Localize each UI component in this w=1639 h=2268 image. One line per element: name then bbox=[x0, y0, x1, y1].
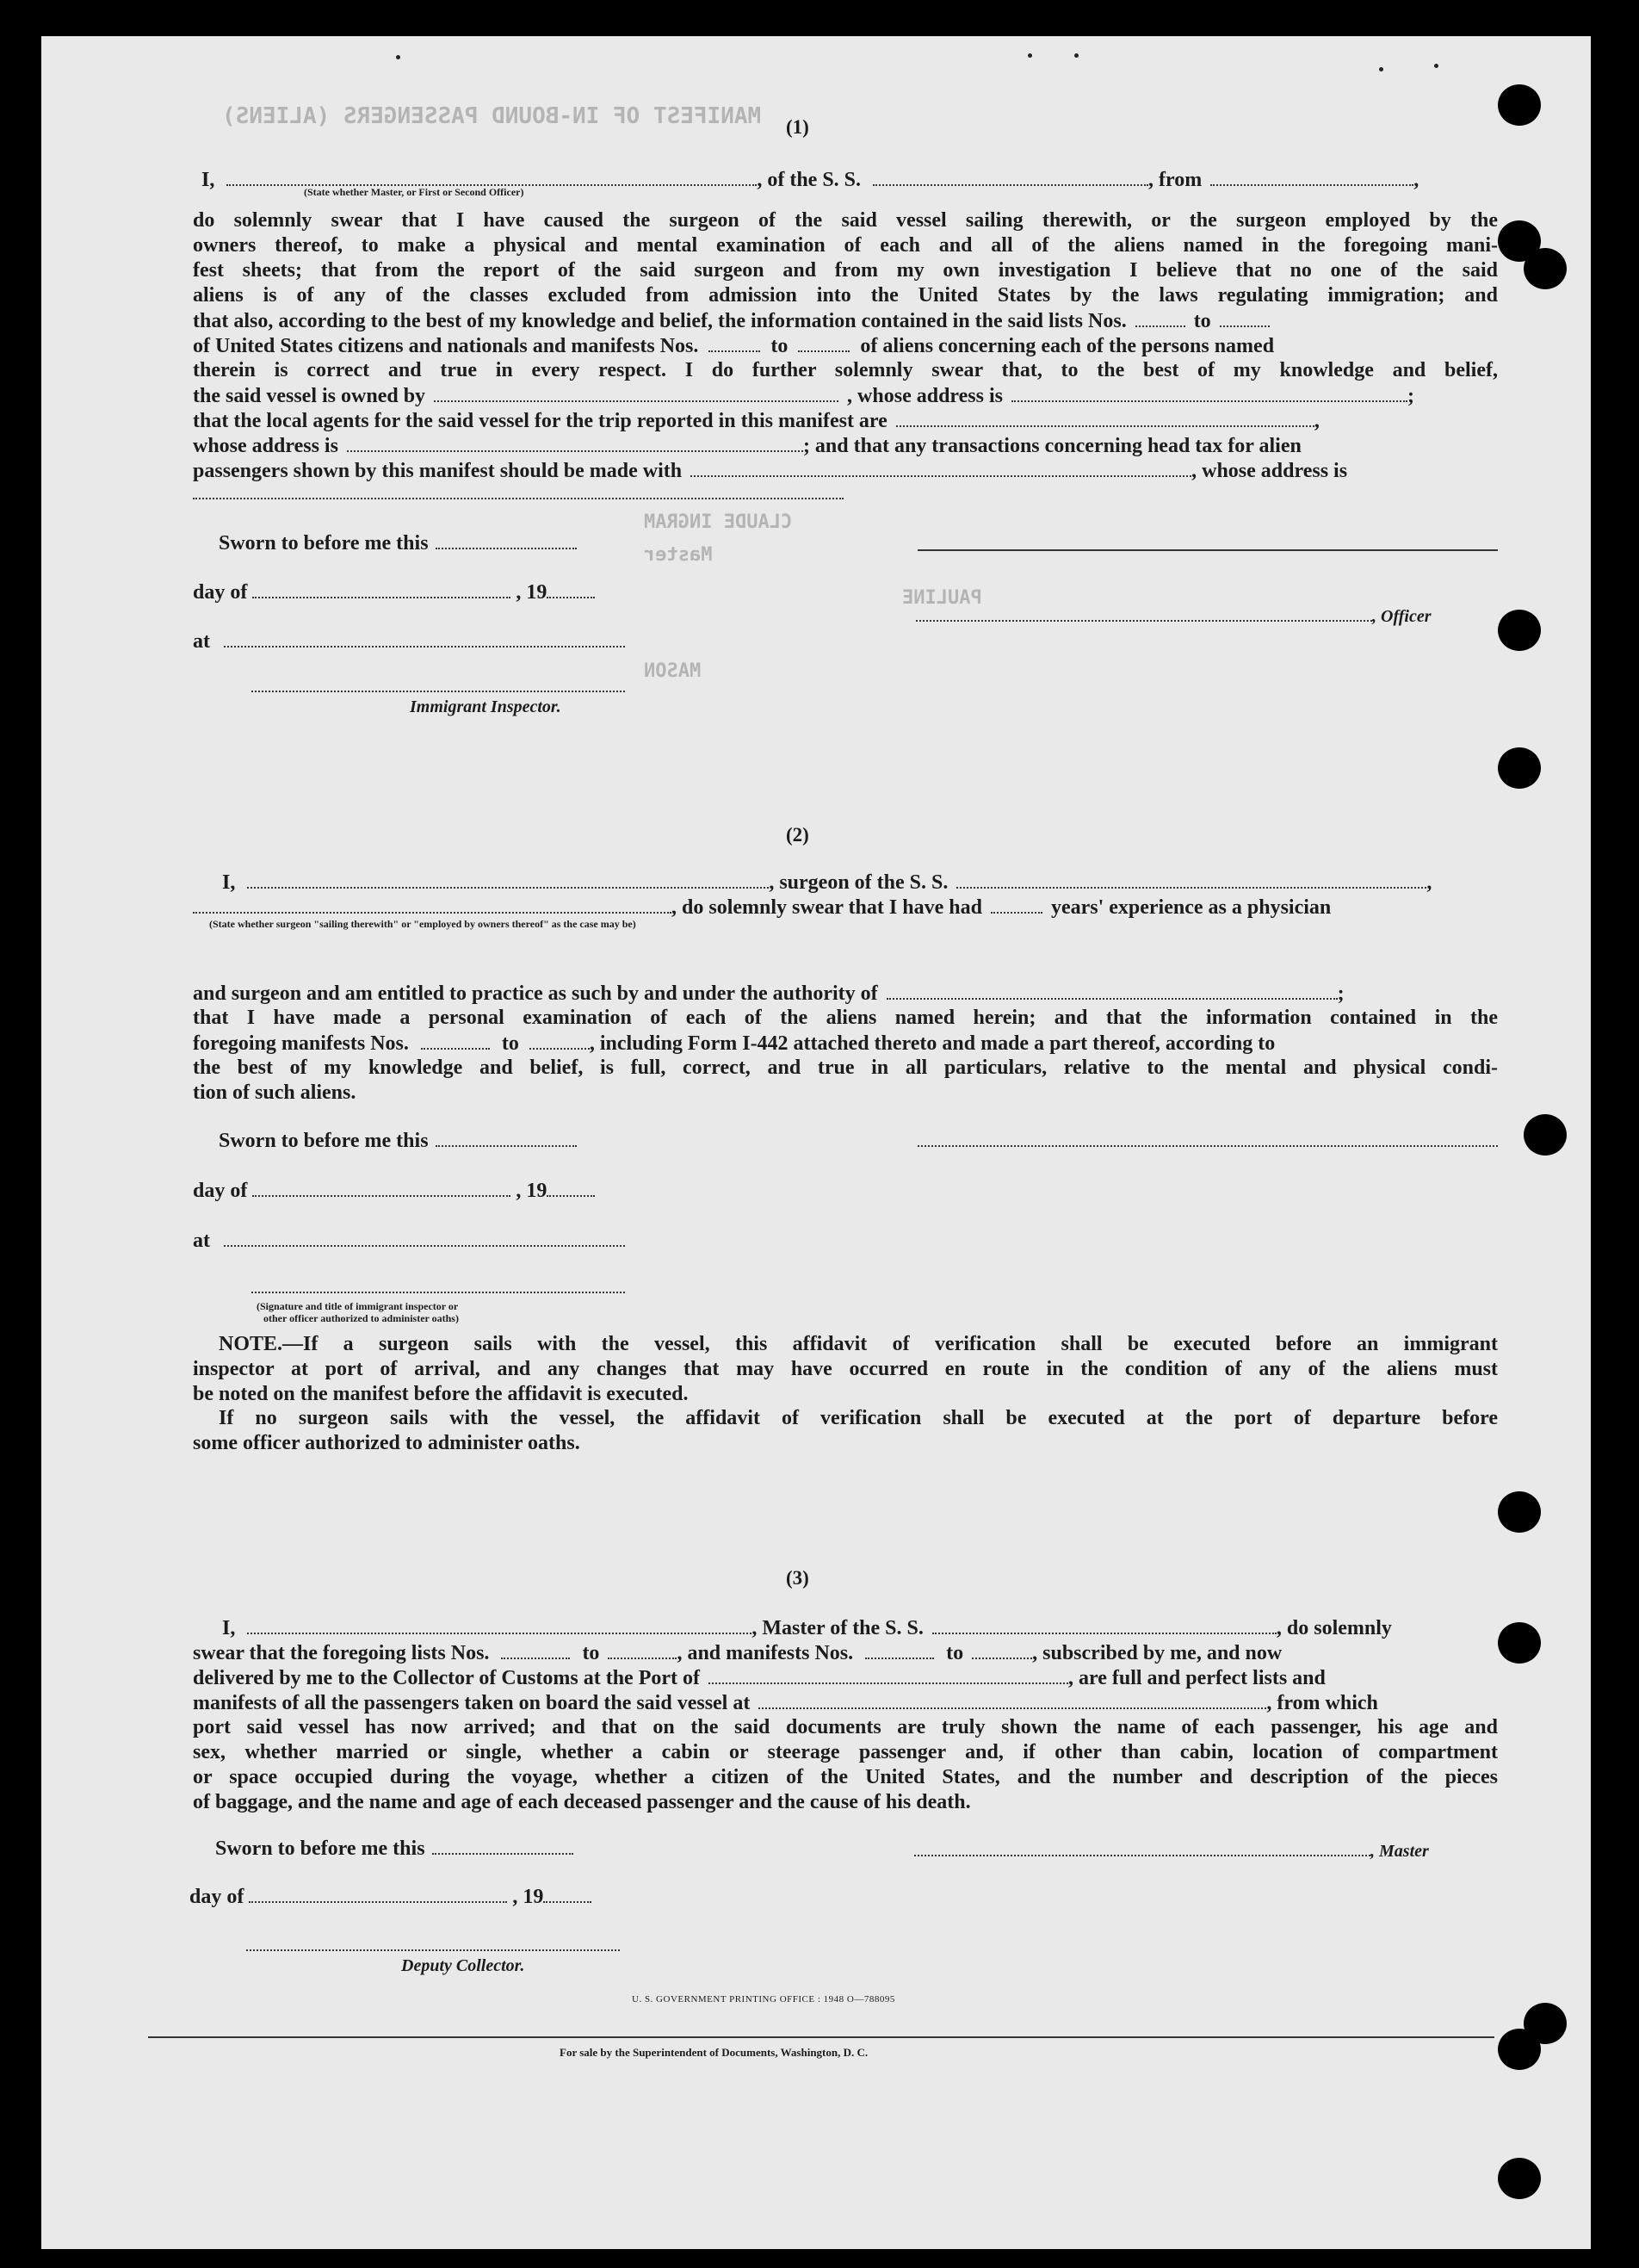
surgeon-vessel-field[interactable] bbox=[956, 870, 1426, 889]
year-field[interactable] bbox=[543, 1884, 591, 1903]
day-of-label bbox=[189, 1884, 591, 1909]
text: passengers shown by this manifest should be made with bbox=[193, 460, 683, 482]
sworn-label bbox=[215, 1836, 573, 1861]
text: of United States citizens and nationals and manifests Nos. bbox=[193, 335, 699, 357]
gpo-imprint: U. S. GOVERNMENT PRINTING OFFICE : 1948 O—788095 bbox=[632, 1994, 895, 2005]
immigrant-inspector-label: Immigrant Inspector. bbox=[410, 697, 561, 716]
vessel-name-field[interactable] bbox=[873, 167, 1148, 186]
section-2-line-2 bbox=[193, 895, 1331, 920]
text: day of bbox=[189, 1886, 244, 1908]
section-3-line-2 bbox=[193, 1640, 1282, 1665]
section-2-line-5 bbox=[193, 1031, 1275, 1056]
sworn-day-field[interactable] bbox=[432, 1836, 573, 1855]
section-3-line-4 bbox=[193, 1690, 1378, 1715]
sworn-label bbox=[219, 530, 577, 555]
affidavit-1-paragraph bbox=[193, 208, 1498, 308]
signature-note: other officer authorized to administer oaths) bbox=[263, 1312, 459, 1324]
note-line-5: some officer authorized to administer oaths. bbox=[193, 1432, 580, 1454]
text: , 19 bbox=[516, 1180, 547, 1202]
master-vessel-field[interactable] bbox=[932, 1615, 1277, 1634]
sale-notice: For sale by the Superintendent of Documents, Washington, D. C. bbox=[560, 2046, 869, 2059]
bleed-through-text: PAULINE bbox=[902, 587, 982, 609]
text: ; bbox=[1407, 385, 1414, 407]
paragraph-line: inspector at port of arrival, and any changes that may have occurred en route in the condition of any of the aliens must bbox=[193, 1358, 1498, 1380]
text: day of bbox=[193, 581, 248, 604]
text: I, bbox=[201, 169, 215, 191]
note-line-4: If no surgeon sails with the vessel, the affidavit of verification shall be executed at the port of departure before bbox=[219, 1407, 1498, 1429]
text: , and manifests Nos. bbox=[677, 1642, 854, 1664]
text: , 19 bbox=[516, 581, 547, 604]
manifests-from-field[interactable] bbox=[865, 1640, 934, 1659]
text: , do solemnly bbox=[1276, 1617, 1392, 1639]
section-2-heading: (2) bbox=[786, 824, 809, 846]
master-signature-field[interactable] bbox=[914, 1837, 1370, 1856]
surgeon-name-field[interactable] bbox=[247, 870, 769, 889]
text: , whose address is bbox=[1191, 460, 1348, 482]
master-name-field[interactable] bbox=[247, 1615, 751, 1634]
text: , bbox=[1314, 410, 1320, 432]
section-1-line-10 bbox=[193, 433, 1302, 458]
text: to bbox=[582, 1642, 600, 1664]
officer-title-field[interactable] bbox=[916, 603, 1372, 622]
bleed-through-title: MANIFEST OF IN-BOUND PASSENGERS (ALIENS) bbox=[222, 103, 762, 129]
punch-hole bbox=[1498, 610, 1541, 651]
agents-address-field[interactable] bbox=[347, 433, 803, 452]
month-field[interactable] bbox=[252, 579, 510, 598]
month-field[interactable] bbox=[249, 1884, 507, 1903]
deputy-collector-label: Deputy Collector. bbox=[401, 1956, 525, 1975]
text: at bbox=[193, 1230, 210, 1252]
signature-note: (Signature and title of immigrant inspector or bbox=[257, 1300, 459, 1312]
officer-signature-line[interactable] bbox=[918, 549, 1498, 551]
head-tax-contact-field[interactable] bbox=[690, 458, 1191, 477]
text: day of bbox=[193, 1180, 248, 1202]
text: Sworn to before me this bbox=[219, 1130, 429, 1152]
ink-speck bbox=[1074, 53, 1079, 58]
paragraph-line: owners thereof, to make a physical and mental examination of each and all of the aliens named in the foregoing mani- bbox=[193, 234, 1498, 257]
inspector-signature-line[interactable] bbox=[251, 691, 625, 692]
at-label bbox=[193, 1228, 625, 1253]
lists-to-field[interactable] bbox=[608, 1640, 677, 1659]
text: , whose address is bbox=[847, 385, 1003, 407]
section-3-line-3 bbox=[193, 1665, 1326, 1690]
practice-authority-field[interactable] bbox=[887, 981, 1338, 1000]
paragraph-line: fest sheets; that from the report of the said surgeon and from my own investigation I believe that no one of the said bbox=[193, 259, 1498, 282]
punch-hole bbox=[1498, 2029, 1541, 2070]
at-place-field[interactable] bbox=[224, 629, 625, 648]
punch-hole bbox=[1498, 747, 1541, 789]
text: to bbox=[1193, 310, 1211, 332]
text: ; bbox=[1337, 982, 1345, 1005]
address-continuation-field[interactable] bbox=[193, 498, 844, 499]
text: and surgeon and am entitled to practice as such by and under the authority of bbox=[193, 982, 878, 1005]
embarkation-port-field[interactable] bbox=[758, 1690, 1266, 1709]
text: Sworn to before me this bbox=[219, 532, 429, 555]
text: ; and that any transactions concerning head tax for alien bbox=[802, 435, 1302, 457]
punch-hole bbox=[1498, 2158, 1541, 2199]
bleed-through-text: CLAUDE INGRAM bbox=[644, 511, 793, 533]
text: I, bbox=[222, 871, 236, 894]
section-2-line-6: the best of my knowledge and belief, is full, correct, and true in all particulars, relative to the mental and physical condi- bbox=[193, 1057, 1498, 1079]
lists-from-field[interactable] bbox=[501, 1640, 570, 1659]
text: at bbox=[193, 630, 210, 653]
day-of-label bbox=[193, 1178, 595, 1203]
text: to bbox=[501, 1032, 519, 1055]
text: swear that the foregoing lists Nos. bbox=[193, 1642, 490, 1664]
text: , are full and perfect lists and bbox=[1067, 1667, 1326, 1689]
deputy-signature-line[interactable] bbox=[246, 1949, 620, 1951]
punch-hole bbox=[1524, 248, 1567, 289]
sworn-label bbox=[219, 1128, 577, 1153]
manifests-to-field[interactable] bbox=[972, 1640, 1032, 1659]
text: , bbox=[1426, 871, 1432, 894]
manifests-from-field[interactable] bbox=[421, 1031, 490, 1050]
inspector-signature-line[interactable] bbox=[251, 1292, 625, 1293]
master-signature-line bbox=[914, 1837, 1429, 1863]
manifests-to-field[interactable] bbox=[798, 333, 850, 352]
surgeon-status-field[interactable] bbox=[193, 895, 671, 914]
lists-to-field[interactable] bbox=[1220, 308, 1270, 327]
manifests-from-field[interactable] bbox=[708, 333, 760, 352]
text: years' experience as a physician bbox=[1050, 896, 1332, 919]
section-1-heading: (1) bbox=[786, 116, 809, 138]
section-3-line-8: of baggage, and the name and age of each deceased passenger and the cause of his death. bbox=[193, 1791, 971, 1813]
section-2-line-4: that I have made a personal examination of each of the aliens named herein; and that the information contained in the bbox=[193, 1007, 1498, 1029]
years-experience-field[interactable] bbox=[991, 895, 1042, 914]
section-1-line-5 bbox=[193, 308, 1270, 333]
text: whose address is bbox=[193, 435, 338, 457]
text: , from bbox=[1148, 169, 1203, 191]
surgeon-signature-line[interactable] bbox=[918, 1145, 1498, 1147]
text: of aliens concerning each of the persons named bbox=[860, 335, 1275, 357]
section-2-line-1 bbox=[222, 870, 1432, 895]
text: , 19 bbox=[512, 1886, 544, 1908]
paragraph-line: sex, whether married or single, whether a cabin or steerage passenger and, if other than cabin, location of compartment bbox=[193, 1741, 1498, 1763]
master-name-field[interactable] bbox=[226, 167, 757, 186]
bleed-through-text: MASON bbox=[644, 660, 702, 682]
lists-from-field[interactable] bbox=[1135, 308, 1185, 327]
paragraph-line: do solemnly swear that I have caused the surgeon of the said vessel sailing therewith, or the surgeon employed by the bbox=[193, 209, 1498, 232]
text: to bbox=[946, 1642, 964, 1664]
master-label: , Master bbox=[1370, 1842, 1429, 1861]
text: that also, according to the best of my knowledge and belief, the information contained in the said lists Nos. bbox=[193, 310, 1127, 332]
day-of-label bbox=[193, 579, 595, 604]
paragraph-line: aliens is of any of the classes excluded from admission into the United States by the laws regulating immigration; and bbox=[193, 284, 1498, 307]
text: manifests of all the passengers taken on board the said vessel at bbox=[193, 1692, 751, 1714]
paragraph-line: port said vessel has now arrived; and that on the said documents are truly shown the name of each passenger, his age and bbox=[193, 1716, 1498, 1738]
ink-speck bbox=[1434, 64, 1438, 68]
section-2-line-3 bbox=[193, 981, 1345, 1006]
section-3-line-1 bbox=[222, 1615, 1392, 1640]
affidavit-3-paragraph bbox=[193, 1715, 1498, 1790]
section-3-heading: (3) bbox=[786, 1567, 809, 1589]
at-label bbox=[193, 629, 625, 654]
paragraph-line: or space occupied during the voyage, whether a citizen of the United States, and the number and description of the pieces bbox=[193, 1766, 1498, 1788]
text: delivered by me to the Collector of Customs at the Port of bbox=[193, 1667, 700, 1689]
surgeon-status-note: (State whether surgeon "sailing therewith" or "employed by owners thereof" as the case may be) bbox=[209, 918, 636, 930]
ink-speck bbox=[1379, 67, 1383, 71]
officer-title-line bbox=[916, 603, 1432, 629]
sworn-day-field[interactable] bbox=[436, 1128, 577, 1147]
year-field[interactable] bbox=[547, 1178, 595, 1197]
from-port-field[interactable] bbox=[1210, 167, 1413, 186]
at-place-field[interactable] bbox=[224, 1228, 625, 1247]
section-1-line-9 bbox=[193, 408, 1320, 433]
owner-address-field[interactable] bbox=[1011, 383, 1407, 402]
text: Sworn to before me this bbox=[215, 1837, 425, 1860]
punch-hole bbox=[1498, 1622, 1541, 1664]
officer-rank-note: (State whether Master, or First or Second Officer) bbox=[304, 186, 524, 198]
local-agents-field[interactable] bbox=[896, 408, 1314, 427]
sworn-day-field[interactable] bbox=[436, 530, 577, 549]
note-paragraph bbox=[193, 1332, 1498, 1382]
punch-hole bbox=[1498, 1491, 1541, 1533]
text: , from which bbox=[1266, 1692, 1378, 1714]
text: to bbox=[770, 335, 789, 357]
ink-speck bbox=[396, 55, 400, 59]
section-1-line-6 bbox=[193, 333, 1274, 358]
bleed-through-text: Master bbox=[644, 544, 713, 566]
text: , of the S. S. bbox=[757, 169, 862, 191]
punch-hole bbox=[1498, 84, 1541, 126]
officer-label: , Officer bbox=[1372, 607, 1432, 626]
collector-port-field[interactable] bbox=[708, 1665, 1068, 1684]
manifests-to-field[interactable] bbox=[529, 1031, 590, 1050]
text: , Master of the S. S. bbox=[751, 1617, 924, 1639]
text: the said vessel is owned by bbox=[193, 385, 426, 407]
text: , do solemnly swear that I have had bbox=[671, 896, 982, 919]
note-line-3: be noted on the manifest before the affidavit is executed. bbox=[193, 1383, 689, 1405]
month-field[interactable] bbox=[252, 1178, 510, 1197]
text: , including Form I-442 attached thereto and made a part thereof, according to bbox=[589, 1032, 1276, 1055]
paragraph-line: NOTE.—If a surgeon sails with the vessel, this affidavit of verification shall be executed before an immigrant bbox=[219, 1333, 1498, 1355]
section-2-line-7: tion of such aliens. bbox=[193, 1081, 356, 1104]
manifest-form-page bbox=[41, 36, 1591, 2249]
section-1-line-8 bbox=[193, 383, 1414, 408]
text: foregoing manifests Nos. bbox=[193, 1032, 409, 1055]
section-1-line-11 bbox=[193, 458, 1347, 483]
text: , bbox=[1413, 169, 1419, 191]
section-1-line-7: therein is correct and true in every respect. I do further solemnly swear that, to the best of my knowledge and belief, bbox=[193, 359, 1498, 381]
year-field[interactable] bbox=[547, 579, 595, 598]
text: I, bbox=[222, 1617, 236, 1639]
footer-rule bbox=[148, 2036, 1494, 2038]
punch-hole bbox=[1524, 1114, 1567, 1156]
owner-field[interactable] bbox=[434, 383, 838, 402]
text: , surgeon of the S. S. bbox=[769, 871, 949, 894]
text: that the local agents for the said vessel for the trip reported in this manifest are bbox=[193, 410, 888, 432]
ink-speck bbox=[1028, 53, 1032, 58]
text: , subscribed by me, and now bbox=[1032, 1642, 1283, 1664]
